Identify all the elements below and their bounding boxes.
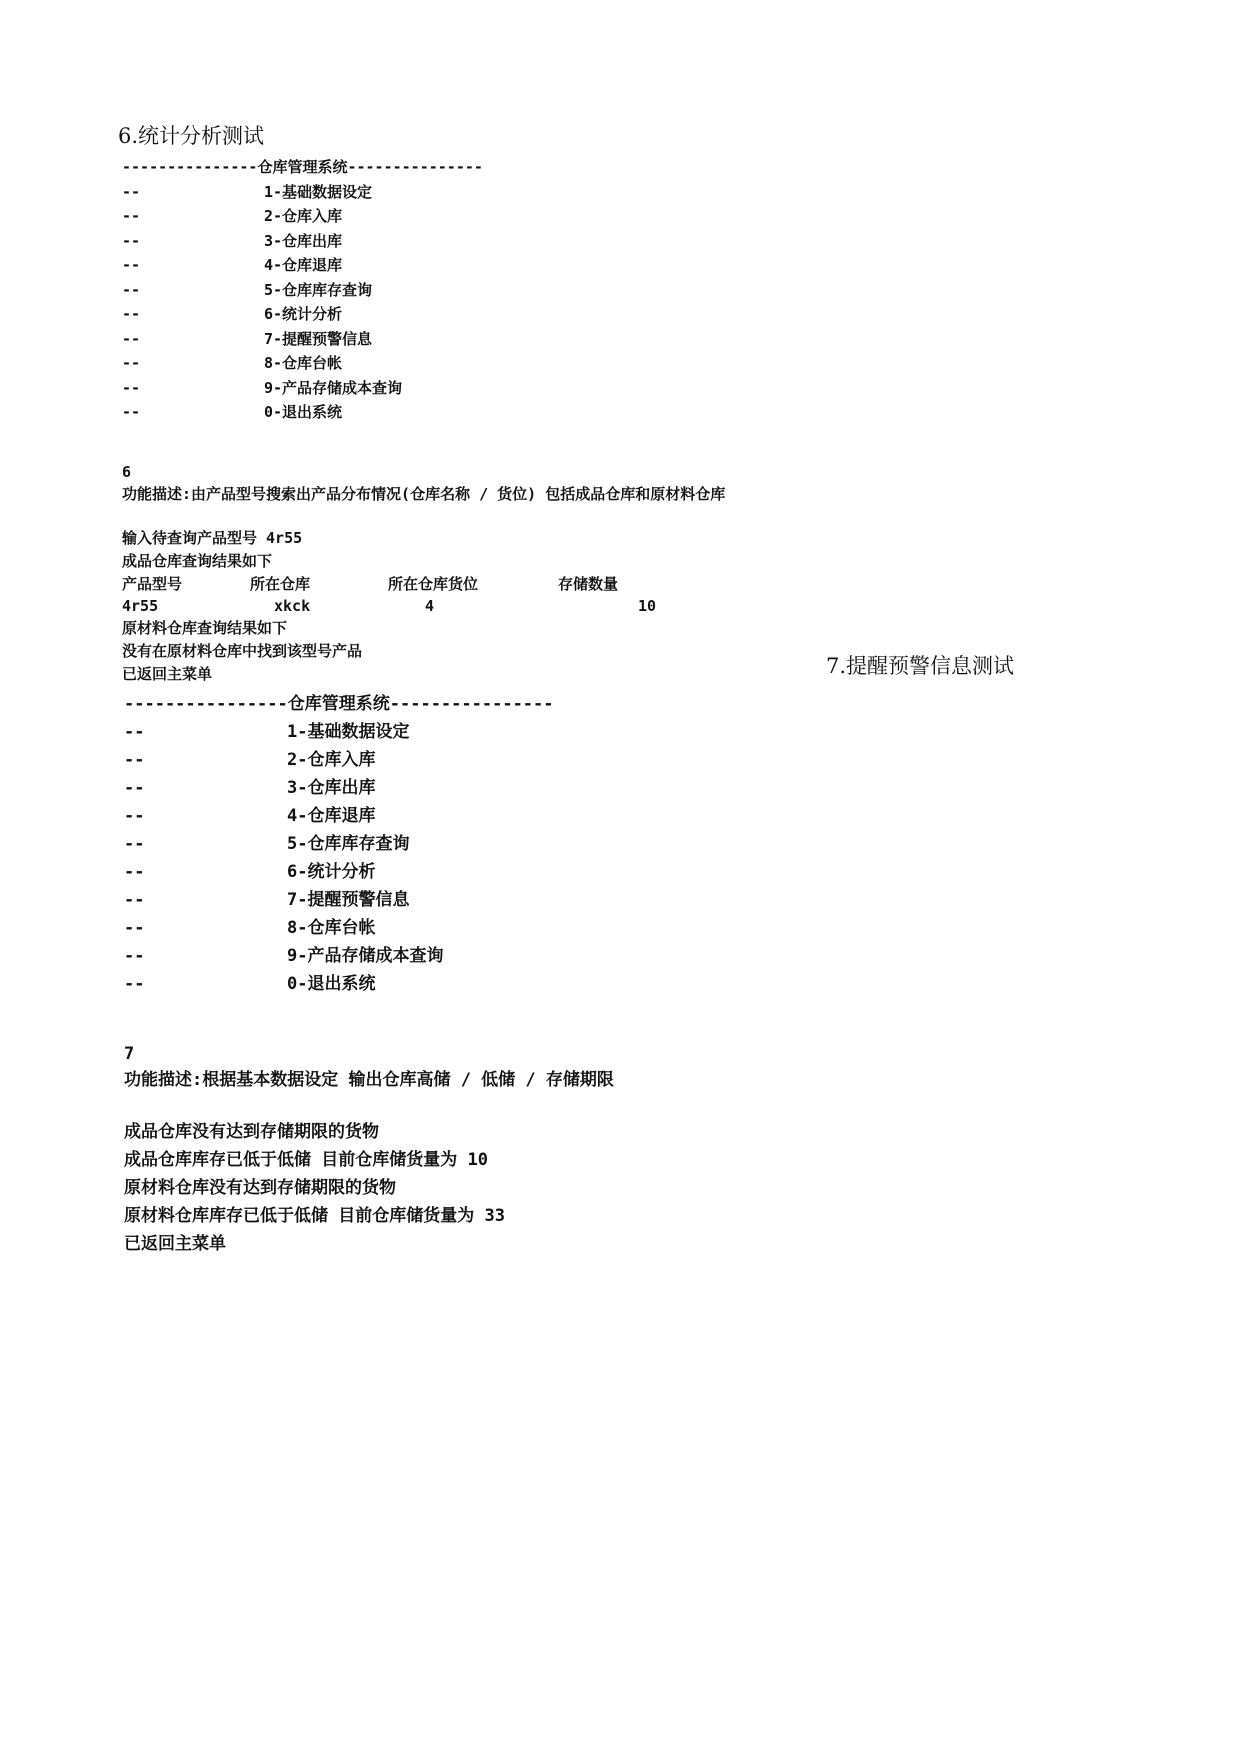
table-cell: 4 [425, 597, 435, 615]
alert-line: 成品仓库没有达到存储期限的货物 [124, 1122, 379, 1142]
menu-prefix: -- [122, 329, 141, 348]
alert-line: 原材料仓库库存已低于低储 目前仓库储货量为 33 [124, 1206, 505, 1226]
menu-item: 2-仓库入库 [287, 750, 376, 770]
menu-item: 8-仓库台帐 [264, 354, 343, 372]
menu-item: 1-基础数据设定 [287, 722, 410, 742]
menu-prefix: -- [122, 182, 141, 201]
raw-warehouse-result: 没有在原材料仓库中找到该型号产品 [122, 642, 363, 660]
menu-prefix: -- [122, 280, 141, 299]
console-output-alert [124, 1040, 824, 1260]
menu-prefix: -- [124, 750, 145, 770]
menu-prefix: -- [124, 778, 145, 798]
returned-message: 已返回主菜单 [122, 665, 213, 683]
table-header-cell: 所在仓库货位 [388, 575, 479, 593]
menu-title: ----------------仓库管理系统---------------- [124, 694, 554, 714]
table-header-cell: 所在仓库 [250, 575, 311, 593]
table-cell: xkck [274, 597, 311, 615]
menu-prefix: -- [122, 305, 141, 323]
menu-prefix: -- [124, 918, 145, 938]
menu-item: 5-仓库库存查询 [287, 834, 410, 854]
menu-item: 0-退出系统 [287, 974, 376, 994]
table-header-cell: 存储数量 [558, 575, 619, 593]
query-prompt: 输入待查询产品型号 4r55 [122, 529, 303, 547]
table-cell: 10 [638, 597, 657, 615]
function-description: 功能描述:根据基本数据设定 输出仓库高储 / 低储 / 存储期限 [124, 1070, 614, 1090]
menu-prefix: -- [124, 890, 145, 910]
menu-item: 5-仓库库存查询 [264, 280, 373, 299]
menu-item: 8-仓库台帐 [287, 918, 376, 938]
menu-title: ---------------仓库管理系统--------------- [122, 158, 483, 176]
section-heading-alert-test: 7.提醒预警信息测试 [826, 654, 1015, 678]
console-menu-1 [122, 155, 682, 425]
section-heading-stat-test: 6.统计分析测试 [118, 124, 265, 148]
user-input: 7 [124, 1044, 135, 1064]
menu-prefix: -- [124, 974, 145, 994]
menu-prefix: -- [122, 403, 141, 421]
menu-prefix: -- [124, 806, 145, 826]
menu-item: 3-仓库出库 [287, 778, 376, 798]
finished-warehouse-header: 成品仓库查询结果如下 [122, 552, 273, 570]
menu-item: 7-提醒预警信息 [264, 329, 373, 348]
raw-warehouse-header: 原材料仓库查询结果如下 [122, 619, 288, 637]
menu-item: 0-退出系统 [264, 403, 343, 421]
function-description: 功能描述:由产品型号搜索出产品分布情况(仓库名称 / 货位) 包括成品仓库和原材料仓库 [122, 485, 726, 503]
menu-prefix: -- [124, 862, 145, 882]
menu-prefix: -- [122, 354, 141, 372]
alert-line: 原材料仓库没有达到存储期限的货物 [124, 1178, 396, 1198]
menu-prefix: -- [124, 722, 145, 742]
menu-item: 6-统计分析 [287, 862, 376, 882]
menu-item: 7-提醒预警信息 [287, 890, 410, 910]
menu-item: 3-仓库出库 [264, 231, 343, 250]
menu-item: 9-产品存储成本查询 [287, 946, 444, 966]
menu-item: 2-仓库入库 [264, 207, 343, 225]
returned-message: 已返回主菜单 [124, 1234, 226, 1254]
table-header-cell: 产品型号 [122, 575, 183, 593]
menu-item: 4-仓库退库 [264, 256, 343, 274]
console-menu-2 [124, 690, 744, 1000]
menu-prefix: -- [122, 378, 141, 397]
menu-prefix: -- [122, 231, 141, 250]
menu-item: 6-统计分析 [264, 305, 343, 323]
menu-prefix: -- [124, 834, 145, 854]
menu-item: 4-仓库退库 [287, 806, 376, 826]
console-output-stat [122, 460, 902, 690]
table-cell: 4r55 [122, 597, 159, 615]
alert-line: 成品仓库库存已低于低储 目前仓库储货量为 10 [124, 1150, 488, 1170]
user-input: 6 [122, 463, 132, 481]
menu-item: 9-产品存储成本查询 [264, 378, 403, 397]
menu-prefix: -- [122, 256, 141, 274]
menu-item: 1-基础数据设定 [264, 182, 373, 201]
menu-prefix: -- [122, 207, 141, 225]
menu-prefix: -- [124, 946, 145, 966]
